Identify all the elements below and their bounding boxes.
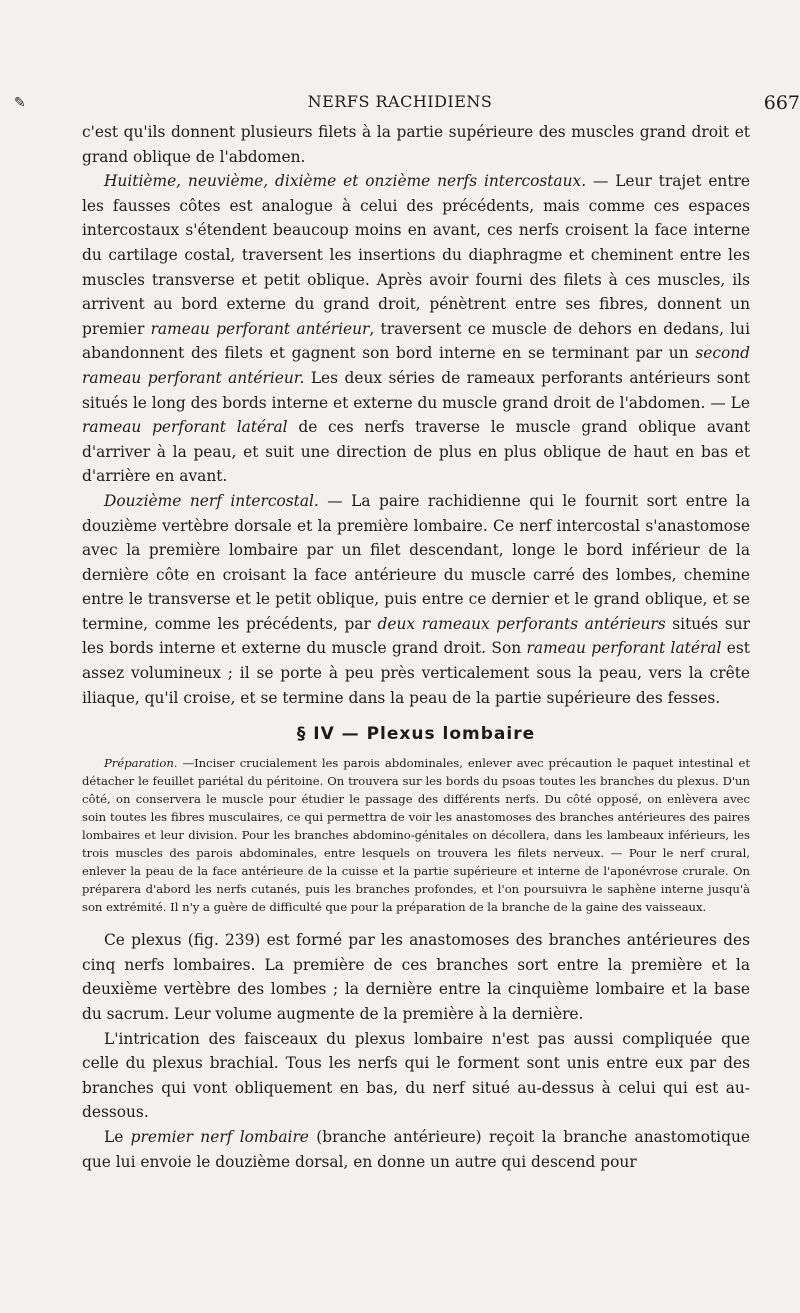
text-run: Les deux séries de rameaux perforants antérieurs sont situés le long des bords interne et externe du muscle grand droit de l'abdomen. — Le [82, 368, 750, 412]
page-body [82, 120, 750, 1174]
paragraph-1: c'est qu'ils donnent plusieurs filets à la partie supérieure des muscles grand droit et grand oblique de l'abdomen. [82, 123, 750, 166]
paragraph-intercostal-12 [82, 489, 750, 710]
preparation-label: Préparation. [104, 756, 178, 771]
paragraph-plexus-1: Ce plexus (fig. 239) est formé par les anastomoses des branches antérieures des cinq nerfs lombaires. La première de ces branches sort entre la première et la deuxième vertèbre des lombes ; la dernière entre la cinquième lombaire et la base du sacrum. Leur volume augmente de la première à la dernière. [82, 931, 750, 1024]
term: premier nerf lombaire [130, 1128, 309, 1146]
section-heading: § IV — Plexus lombaire [296, 724, 536, 745]
paragraph-intercostaux-8-11 [82, 169, 750, 489]
text-run: — La paire rachidienne qui le fournit sort entre la douzième vertèbre dorsale et la première lombaire. Ce nerf intercostal s'anastomose avec la première lombaire par un filet descendant, longe le bord inférieur de la dernière côte en croisant la face antérieure du muscle carré des lombes, chemine entre le transverse et le petit oblique, puis entre ce dernier et le grand oblique, et se termine, comme les précédents, par [82, 491, 750, 633]
term: rameau perforant antérieur [150, 319, 370, 338]
text-run: — Leur trajet entre les fausses côtes est analogue à celui des précédents, mais comme ces espaces intercostaux s'étendent beaucoup moins en avant, ces nerfs croisent la face interne du cartilage costal, traversent les insertions du diaphragme et cheminent entre les muscles transverse et petit oblique. Après avoir fourni des filets à ces muscles, ils arrivent au bord externe du grand droit, pénètrent entre ses fibres, donnent un premier [82, 172, 750, 338]
paragraph-plexus-3 [82, 1125, 750, 1174]
paragraph-title: Douzième nerf intercostal. [104, 491, 319, 510]
paragraph-title: Huitième, neuvième, dixième et onzième nerfs intercostaux. [104, 172, 587, 191]
preparation-note [82, 754, 750, 916]
page-number: 667 [763, 92, 800, 114]
paragraph-plexus-2: L'intrication des faisceaux du plexus lombaire n'est pas aussi compliquée que celle du plexus brachial. Tous les nerfs qui le forment sont unis entre eux par des branches qui vont obliquement en bas, du nerf situé au-dessus à celui qui est au-dessous. [82, 1029, 750, 1122]
text-run: est assez volumineux ; il se porte à peu près verticalement sous la peau, vers la crête iliaque, qu'il croise, et se termine dans la peau de la partie supérieure des fesses. [82, 639, 750, 707]
text-run: , traversent ce muscle de dehors en dedans, lui abandonnent des filets et gagnent son bord interne en se terminant par un [82, 319, 750, 363]
term: deux rameaux perforants antérieurs [377, 614, 666, 633]
term: rameau perforant latéral [82, 418, 288, 437]
margin-mark-icon: ✎ [14, 95, 26, 111]
text-run: situés sur les bords interne et externe du muscle grand droit. Son [82, 614, 750, 658]
term: rameau perforant latéral [526, 639, 722, 658]
text-run: de ces nerfs traverse le muscle grand oblique avant d'arriver à la peau, et suit une direction de plus en plus oblique de haut en bas et d'arrière en avant. [82, 418, 751, 486]
running-head: NERFS RACHIDIENS [307, 92, 493, 111]
term: second rameau perforant antérieur. [82, 344, 750, 387]
text-run: (branche antérieure) reçoit la branche anastomotique que lui envoie le douzième dorsal, en donne un autre qui descend pour [82, 1128, 750, 1171]
text-run: Le [104, 1128, 131, 1146]
text-run: —Inciser crucialement les parois abdominales, enlever avec précaution le paquet intestinal et détacher le feuillet pariétal du péritoine. On trouvera sur les bords du psoas toutes les branches du plexus. D'un côté, on conservera le muscle pour étudier le passage des différents nerfs. Du côté opposé, on enlèvera avec soin toutes les fibres musculaires, ce qui permettra de voir les anastomoses des branches antérieures des paires lombaires et leur division. Pour les branches abdomino-génitales on décollera, dans les lambeaux inférieurs, les trois muscles des parois abdominales, entre lesquels on trouvera les filets nerveux. — Pour le nerf crural, enlever la peau de la face antérieure de la cuisse et la partie supérieure et interne de l'aponévrose crurale. On préparera d'abord les nerfs cutanés, puis les branches profondes, et l'on poursuivra le saphène interne jusqu'à son extrémité. Il n'y a guère de difficulté que pour la préparation de la branche de la gaine des vaisseaux. [82, 756, 750, 915]
